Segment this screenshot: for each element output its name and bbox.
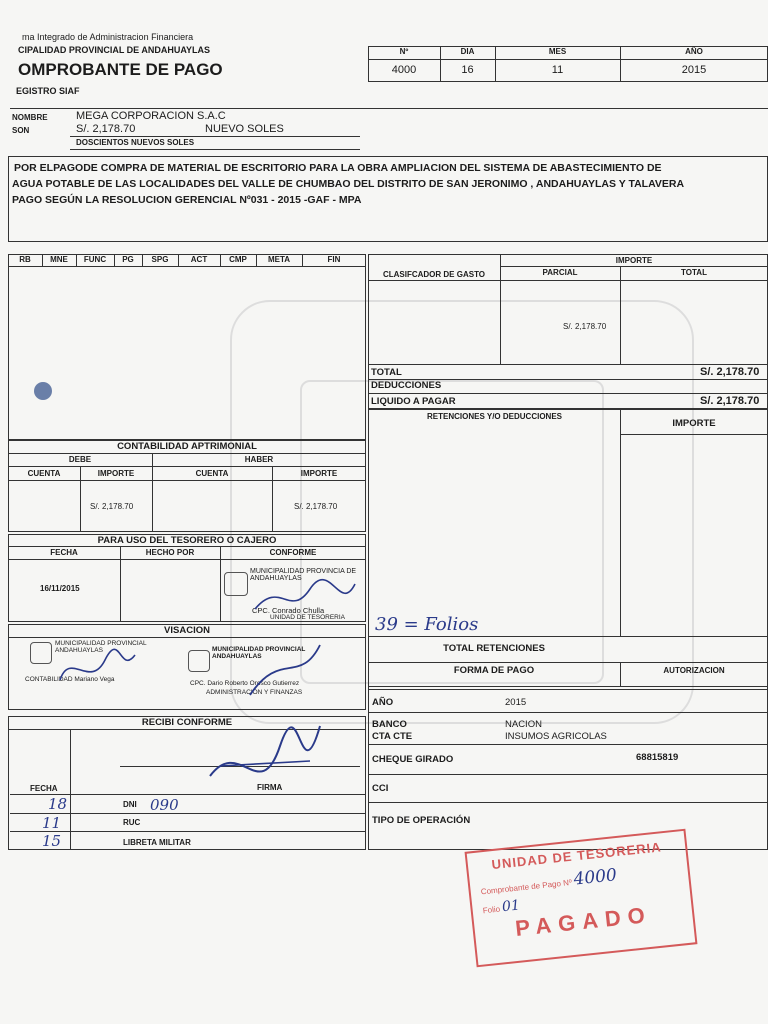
date-year-handwritten: 15 <box>42 832 62 850</box>
currency: NUEVO SOLES <box>205 123 284 135</box>
visacion-name-a: CONTABILIDAD Mariano Vega <box>25 676 115 683</box>
voucher-year: 2015 <box>681 64 707 76</box>
recibi-signature <box>200 716 330 826</box>
tipo-operacion-label: TIPO DE OPERACIÓN <box>372 815 471 826</box>
voucher-number: 4000 <box>391 64 417 76</box>
stamp-folio-label: Folio <box>482 904 501 916</box>
punch-hole-icon <box>34 382 52 400</box>
contabilidad-title: CONTABILIDAD APTRIMONIAL <box>117 441 257 452</box>
forma-pago-title: FORMA DE PAGO <box>453 665 535 676</box>
tes-signature <box>250 574 360 620</box>
total-value: S/. 2,178.70 <box>700 366 760 378</box>
haber-value: S/. 2,178.70 <box>294 502 338 511</box>
tesoreria-paid-stamp <box>465 829 698 968</box>
recibi-title: RECIBI CONFORME <box>141 717 233 728</box>
budget-col-meta: META <box>267 255 291 264</box>
tes-fecha-header: FECHA <box>50 548 78 557</box>
budget-col-spg: SPG <box>151 255 169 264</box>
budget-col-fin: FIN <box>327 255 341 264</box>
date-day-handwritten: 18 <box>48 795 68 813</box>
importe-header: IMPORTE <box>615 256 653 265</box>
visacion-signatures <box>50 640 350 700</box>
date-month-handwritten: 11 <box>42 814 62 832</box>
registro-siaf: EGISTRO SIAF <box>16 86 80 96</box>
tesorero-title: PARA USO DEL TESORERO O CAJERO <box>97 535 277 546</box>
cheque-label: CHEQUE GIRADO <box>372 754 454 765</box>
parcial-header: PARCIAL <box>542 268 578 277</box>
budget-col-func: FUNC <box>83 255 107 264</box>
clasificador-header: CLASIFCADOR DE GASTO <box>382 270 486 279</box>
cuenta-debe: CUENTA <box>27 469 61 478</box>
retenciones-header: RETENCIONES Y/O DEDUCCIONES <box>427 412 562 421</box>
entity-name: CIPALIDAD PROVINCIAL DE ANDAHUAYLAS <box>18 45 211 55</box>
total-label: TOTAL <box>371 367 402 378</box>
visacion-title: VISACION <box>164 625 210 636</box>
fecha-label: FECHA <box>30 784 58 793</box>
ret-importe-header: IMPORTE <box>672 418 716 429</box>
importe-haber: IMPORTE <box>300 469 338 478</box>
stamp-title: UNIDAD DE TESORERIA <box>490 839 663 873</box>
total-header: TOTAL <box>681 268 707 277</box>
liquido-label: LIQUIDO A PAGAR <box>371 396 456 407</box>
budget-col-rb: RB <box>19 255 31 264</box>
budget-col-pg: PG <box>122 255 134 264</box>
deducciones-label: DEDUCCIONES <box>371 380 442 391</box>
visacion-crest-icon-a <box>30 642 52 664</box>
budget-col-mne: MNE <box>50 255 68 264</box>
cta-value: INSUMOS AGRICOLAS <box>505 731 607 742</box>
son-label: SON <box>12 126 30 135</box>
dni-label: DNI <box>123 800 137 809</box>
anio-label: AÑO <box>372 697 394 708</box>
stamp-comp-value: 4000 <box>572 865 618 890</box>
total-retenciones: TOTAL RETENCIONES <box>443 643 545 654</box>
libreta-label: LIBRETA MILITAR <box>123 838 191 847</box>
page-title: OMPROBANTE DE PAGO <box>18 60 223 79</box>
tes-fecha-value: 16/11/2015 <box>40 584 80 593</box>
dni-handwritten: 090 <box>150 796 179 814</box>
parcial-value: S/. 2,178.70 <box>563 322 607 331</box>
concept-line-2: AGUA POTABLE DE LAS LOCALIDADES DEL VALLE DE CHUMBAO DEL DISTRITO DE SAN JERONIMO , ANDAHUAYLAS Y TALAVERA <box>12 178 685 190</box>
payee-name: MEGA CORPORACION S.A.C <box>76 110 226 122</box>
col-dia: DIA <box>460 47 475 56</box>
amount-words: DOSCIENTOS NUEVOS SOLES <box>76 138 195 147</box>
ruc-label: RUC <box>123 818 141 827</box>
concept-line-3: PAGO SEGÚN LA RESOLUCION GERENCIAL Nº031 - 2015 -GAF - MPA <box>12 194 362 206</box>
debe-header: DEBE <box>68 455 92 464</box>
col-anio: AÑO <box>685 47 703 56</box>
cci-label: CCI <box>372 783 389 794</box>
col-num: Nº <box>399 47 409 56</box>
importe-debe: IMPORTE <box>97 469 135 478</box>
tes-crest-icon <box>224 572 248 596</box>
folios-handwriting: 39 = Folios <box>375 614 479 635</box>
tes-stamp-line1: MUNICIPALIDAD PROVINCIA DE ANDAHUAYLAS <box>250 568 357 582</box>
debe-value: S/. 2,178.70 <box>90 502 134 511</box>
liquido-value: S/. 2,178.70 <box>700 395 760 407</box>
tes-stamp-line2: CPC. Conrado Chulla <box>252 606 325 615</box>
visacion-stamp-b: MUNICIPALIDAD PROVINCIAL ANDAHUAYLAS <box>212 646 306 660</box>
visacion-name-b: CPC. Dario Roberto Orosco Gutierrez <box>190 680 300 687</box>
stamp-folio-value: 01 <box>501 897 521 916</box>
nombre-label: NOMBRE <box>12 113 48 122</box>
cuenta-haber: CUENTA <box>195 469 229 478</box>
amount: S/. 2,178.70 <box>76 123 136 135</box>
stamp-comp-label: Comprobante de Pago Nº <box>480 877 573 897</box>
budget-code-table <box>8 254 366 440</box>
concept-line-1: POR ELPAGODE COMPRA DE MATERIAL DE ESCRITORIO PARA LA OBRA AMPLIACION DEL SISTEMA DE ABASTECIMIENTO DE <box>14 162 662 174</box>
banco-value: NACION <box>505 719 542 730</box>
haber-header: HABER <box>244 455 274 464</box>
cta-label: CTA CTE <box>372 731 413 742</box>
visacion-stamp-a: MUNICIPALIDAD PROVINCIAL ANDAHUAYLAS <box>55 640 147 654</box>
autorizacion-header: AUTORIZACION <box>663 666 725 675</box>
tes-conforme-header: CONFORME <box>269 548 317 557</box>
anio-value: 2015 <box>505 697 527 708</box>
budget-col-act: ACT <box>190 255 208 264</box>
stamp-pagado: PAGADO <box>514 901 653 941</box>
voucher-day: 16 <box>461 64 474 76</box>
tes-stamp-line3: UNIDAD DE TESORERIA <box>270 614 346 621</box>
banco-label: BANCO <box>372 719 407 730</box>
budget-col-cmp: CMP <box>229 255 247 264</box>
firma-label: FIRMA <box>257 783 283 792</box>
col-mes: MES <box>548 47 567 56</box>
system-name: ma Integrado de Administracion Financiera <box>22 32 194 42</box>
visacion-name-b2: ADMINISTRACION Y FINANZAS <box>206 689 303 696</box>
voucher-month: 11 <box>551 64 564 76</box>
tes-hecho-header: HECHO POR <box>145 548 195 557</box>
cheque-value: 68815819 <box>636 752 679 763</box>
